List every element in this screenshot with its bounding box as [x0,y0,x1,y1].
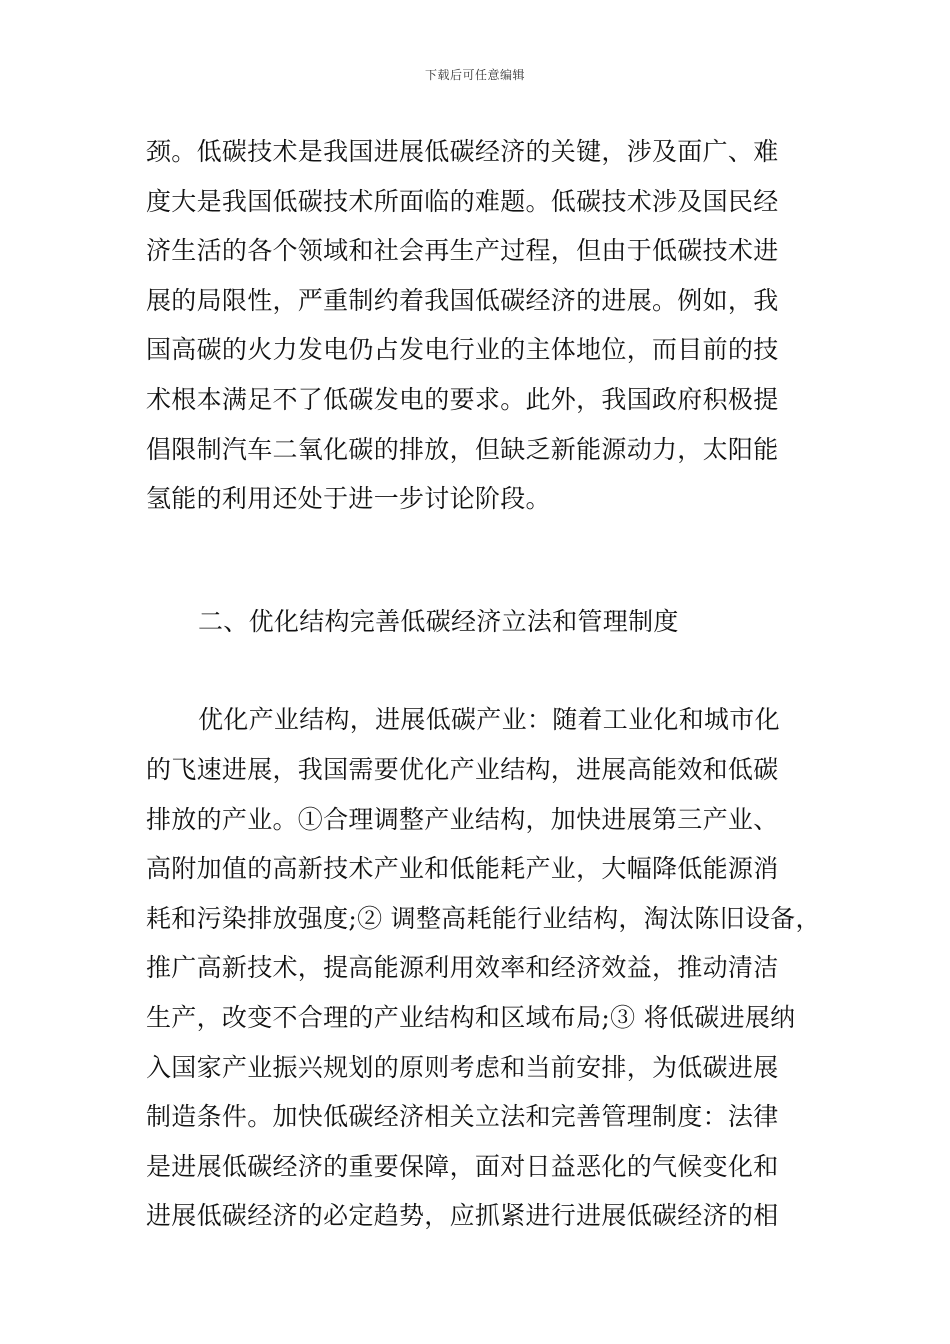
paragraph-line: 生产，改变不合理的产业结构和区域布局;③ 将低碳进展纳 [146,1002,796,1032]
paragraph-line: 推广高新技术，提高能源利用效率和经济效益，推动清洁 [146,953,779,983]
document-body [146,127,826,1241]
paragraph-line: 高附加值的高新技术产业和低能耗产业，大幅降低能源消 [146,854,779,884]
paragraph-line: 制造条件。加快低碳经济相关立法和完善管理制度：法律 [146,1102,779,1132]
paragraph-line: 是进展低碳经济的重要保障，面对日益恶化的气候变化和 [146,1151,779,1181]
paragraph-line: 进展低碳经济的必定趋势，应抓紧进行进展低碳经济的相 [146,1201,779,1231]
paragraph-line: 优化产业结构，进展低碳产业：随着工业化和城市化 [198,705,780,735]
spacer [146,646,826,695]
paragraph-line: 国高碳的火力发电仍占发电行业的主体地位，而目前的技 [146,335,779,365]
paragraph-line: 济生活的各个领域和社会再生产过程，但由于低碳技术进 [146,236,779,266]
paragraph-line: 倡限制汽车二氧化碳的排放，但缺乏新能源动力，太阳能 [146,434,779,464]
section-heading: 二、优化结构完善低碳经济立法和管理制度 [198,606,679,636]
paragraph-line: 度大是我国低碳技术所面临的难题。低碳技术涉及国民经 [146,186,779,216]
paragraph-1 [146,127,826,524]
paragraph-line: 展的局限性，严重制约着我国低碳经济的进展。例如，我 [146,285,779,315]
paragraph-line: 术根本满足不了低碳发电的要求。此外，我国政府积极提 [146,384,779,414]
page-header-note: 下载后可任意编辑 [424,68,525,82]
paragraph-line: 氢能的利用还处于进一步讨论阶段。 [146,484,551,514]
paragraph-line: 入国家产业振兴规划的原则考虑和当前安排，为低碳进展 [146,1052,779,1082]
paragraph-line: 的飞速进展，我国需要优化产业结构，进展高能效和低碳 [146,754,779,784]
spacer [146,524,826,597]
paragraph-line: 颈。低碳技术是我国进展低碳经济的关键，涉及面广、难 [146,137,779,166]
paragraph-line: 耗和污染排放强度;② 调整高耗能行业结构，淘汰陈旧设备， [146,903,821,933]
paragraph-line: 排放的产业。①合理调整产业结构，加快进展第三产业、 [146,804,779,834]
paragraph-2 [146,695,826,1241]
